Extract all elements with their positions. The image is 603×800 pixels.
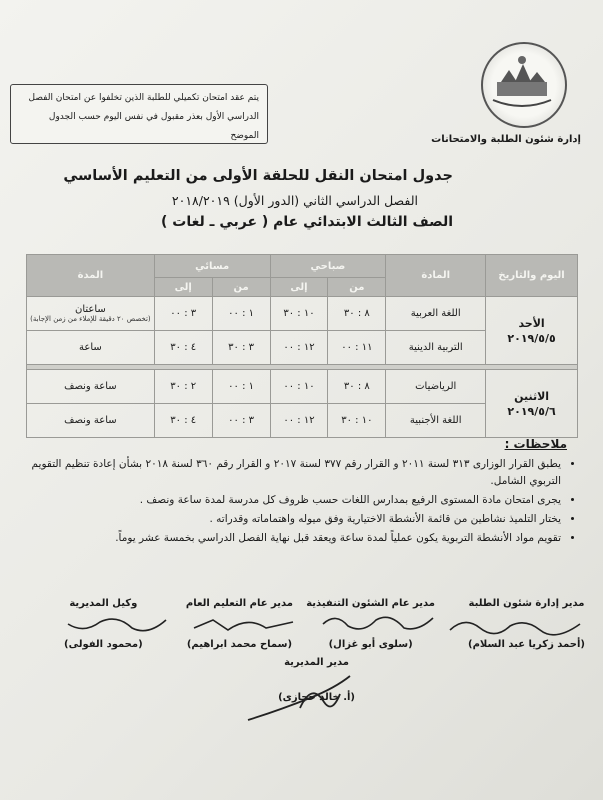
handwritten-signature	[62, 612, 172, 636]
morning-from-cell: ٨ : ٣٠	[328, 370, 386, 404]
evening-from-cell: ١ : ٠٠	[212, 370, 270, 404]
subject-cell: اللغة العربية	[386, 297, 486, 331]
day-cell	[486, 370, 578, 438]
handwritten-signature	[318, 610, 438, 636]
page-title: جدول امتحان النقل للحلقة الأولى من التعليم الأساسي	[63, 168, 453, 184]
morning-from-cell: ١٠ : ٣٠	[328, 404, 386, 438]
signatory-title: مدير عام الشئون التنفيذية	[306, 598, 435, 609]
duration-cell: ساعة ونصف	[27, 370, 155, 404]
header-evening: مسائي	[154, 255, 270, 278]
directorate-logo	[431, 42, 581, 145]
term-subtitle: الفصل الدراسي الثاني (الدور الأول) ٢٠١٨/٢٠١٩	[171, 193, 418, 208]
list-item: • تقويم مواد الأنشطة التربوية يكون عملياً لمدة ساعة ويعقد قبل نهاية الفصل الدراسي بخمسة عشر يوماً.	[31, 530, 561, 547]
header-evening-from: من	[212, 278, 270, 297]
morning-to-cell: ١٢ : ٠٠	[270, 331, 328, 365]
day-date: ٢٠١٩/٥/٦	[507, 404, 556, 418]
table-row	[27, 370, 578, 404]
table-row	[27, 297, 578, 331]
subject-cell: التربية الدينية	[386, 331, 486, 365]
signatory-title: مدير إدارة شئون الطلبة	[468, 598, 585, 609]
handwritten-signature	[188, 612, 298, 636]
header-duration: المدة	[27, 255, 155, 297]
evening-from-cell: ٣ : ٠٠	[212, 404, 270, 438]
header-morning-from: من	[328, 278, 386, 297]
signatory-name: (سماح محمد ابراهيم)	[186, 639, 293, 650]
morning-from-cell: ١١ : ٠٠	[328, 331, 386, 365]
day-name: الاثنين	[514, 389, 550, 403]
morning-from-cell: ٨ : ٣٠	[328, 297, 386, 331]
notes-title: ملاحظات :	[504, 437, 567, 451]
day-date: ٢٠١٩/٥/٥	[507, 331, 556, 345]
evening-to-cell: ٤ : ٣٠	[154, 404, 212, 438]
supplementary-exam-note: يتم عقد امتحان تكميلي للطلبة الذين تخلفوا عن امتحان الفصل الدراسي الأول بعذر مقبول في نفس اليوم حسب الجدول الموضح	[10, 84, 268, 144]
morning-to-cell: ١٠ : ٠٠	[270, 370, 328, 404]
logo-caption: إدارة شئون الطلبة والامتحانات	[431, 134, 581, 145]
header-morning-to: إلى	[270, 278, 328, 297]
duration-cell: ساعة	[27, 331, 155, 365]
evening-to-cell: ٣ : ٠٠	[154, 297, 212, 331]
day-cell	[486, 297, 578, 365]
signatory-name: (سلوى أبو غزال)	[328, 639, 413, 650]
evening-from-cell: ١ : ٠٠	[212, 297, 270, 331]
duration-value: ساعتان	[74, 304, 106, 315]
notes-list	[31, 456, 577, 549]
handwritten-signature	[445, 612, 585, 638]
list-item: • يجرى امتحان مادة المستوى الرفيع بمدارس اللغات حسب ظروف كل مدرسة لمدة ساعة ونصف .	[31, 492, 561, 509]
signatory-title: وكيل المديرية	[69, 598, 138, 609]
day-name: الأحد	[518, 316, 545, 330]
grade-subtitle: الصف الثالث الابتدائي عام ( عربي ـ لغات )	[161, 214, 453, 230]
subject-cell: اللغة الأجنبية	[386, 404, 486, 438]
signatory-title: مدير المديرية	[284, 657, 349, 668]
signatory-name: (أحمد زكريا عبد السلام)	[468, 639, 585, 650]
evening-from-cell: ٣ : ٣٠	[212, 331, 270, 365]
handwritten-signature	[240, 668, 370, 728]
header-day-date: اليوم والتاريخ	[486, 255, 578, 297]
exam-schedule-table	[26, 254, 578, 438]
signatory-name: (أ. خالد حجازى)	[278, 692, 355, 703]
signatory-title: مدير عام التعليم العام	[185, 598, 293, 609]
signatory-name: (محمود الفولى)	[64, 639, 143, 650]
list-item: • يختار التلميذ نشاطين من قائمة الأنشطة الاختيارية وفق ميوله واهتماماته وقدراته .	[31, 511, 561, 528]
header-evening-to: إلى	[154, 278, 212, 297]
duration-note: (تخصص ٢٠ دقيقة للإملاء من زمن الإجابة)	[30, 315, 151, 323]
morning-to-cell: ١٢ : ٠٠	[270, 404, 328, 438]
duration-cell: ساعة ونصف	[27, 404, 155, 438]
morning-to-cell: ١٠ : ٣٠	[270, 297, 328, 331]
header-morning: صباحي	[270, 255, 386, 278]
header-subject: المادة	[386, 255, 486, 297]
emblem-icon	[481, 42, 567, 128]
list-item: • يطبق القرار الوزارى ٣١٣ لسنة ٢٠١١ و القرار رقم ٣٧٧ لسنة ٢٠١٧ و القرار رقم ٣٦٠ لسنة ٢٠١٨ بشأن إعادة تنظيم التقويم التربوي الشامل.	[31, 456, 561, 490]
subject-cell: الرياضيات	[386, 370, 486, 404]
evening-to-cell: ٢ : ٣٠	[154, 370, 212, 404]
evening-to-cell: ٤ : ٣٠	[154, 331, 212, 365]
duration-cell	[27, 297, 155, 331]
